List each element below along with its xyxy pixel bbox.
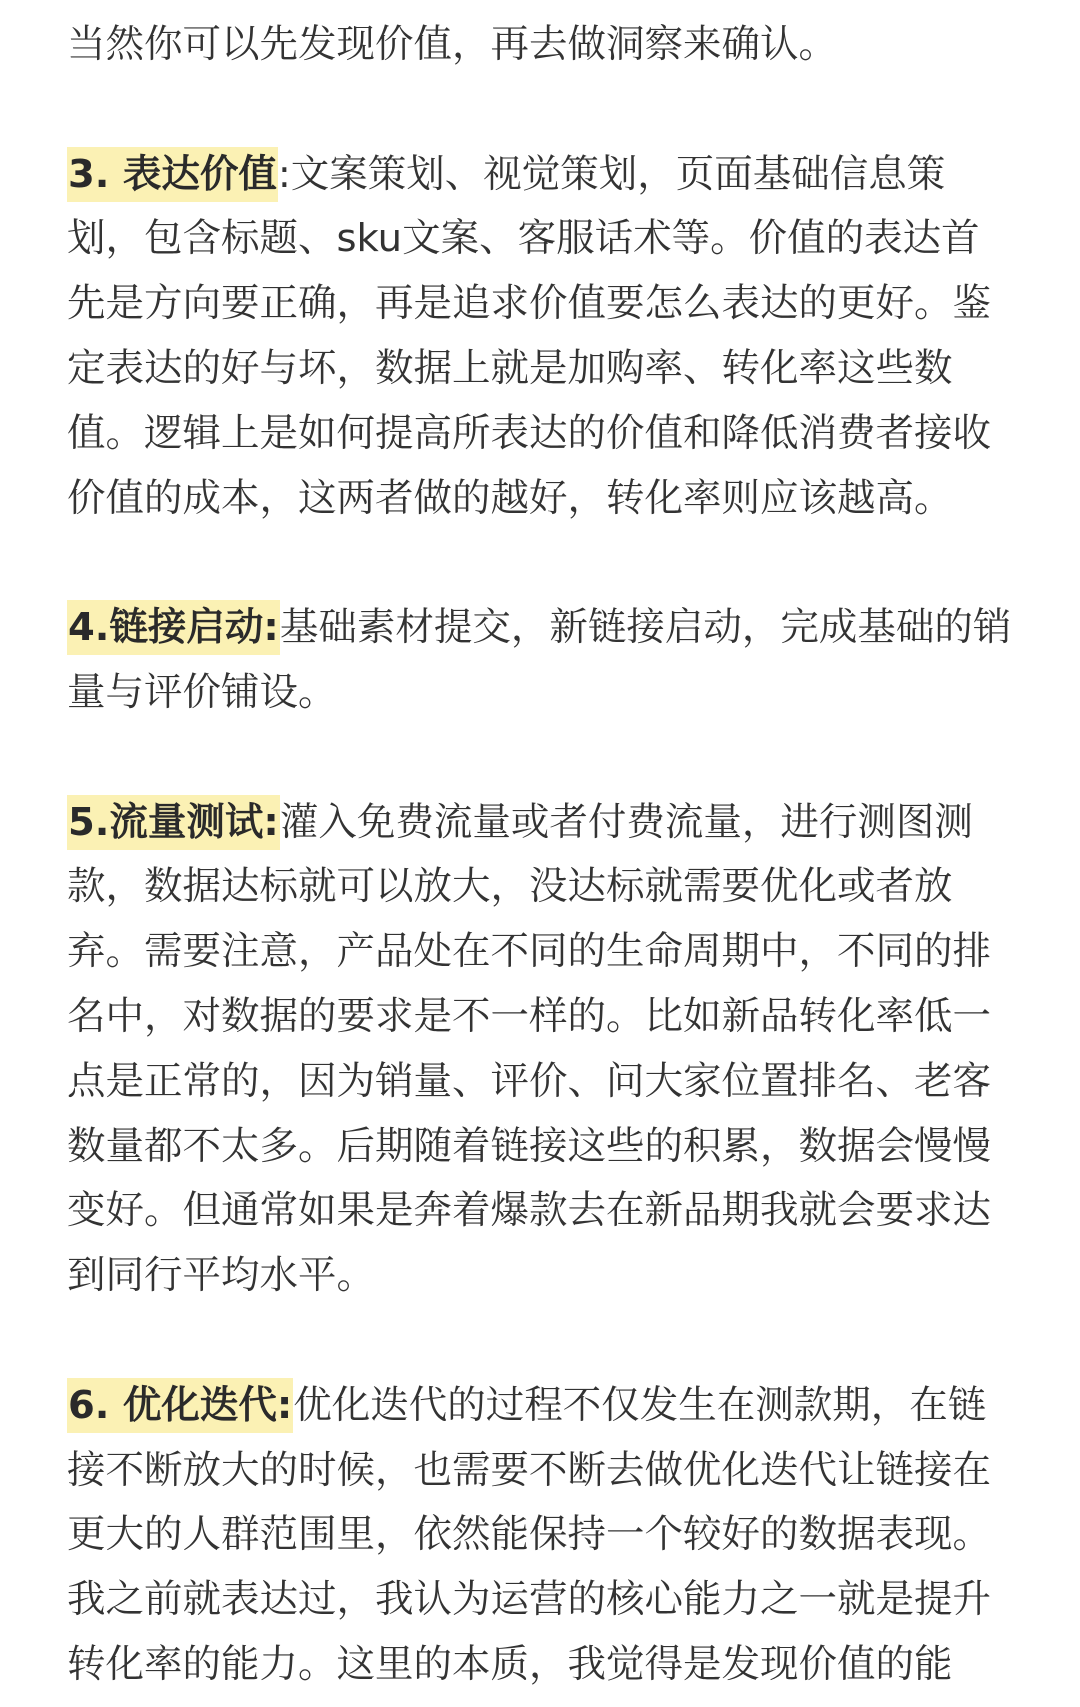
section-optimize-iterate [67, 1374, 1040, 1698]
section-heading-highlight: 6. 优化迭代: [67, 1378, 293, 1433]
text-line [67, 1374, 1040, 1439]
text-line: 弃。需要注意，产品处在不同的生命周期中，不同的排 [67, 929, 992, 975]
text-line: 数量都不太多。后期随着链接这些的积累，数据会慢慢 [67, 1123, 992, 1169]
text-line: 款，数据达标就可以放大，没达标就需要优化或者放 [67, 864, 953, 910]
text-line: 当然你可以先发现价值，再去做洞察来确认。 [67, 22, 838, 67]
section-first-line-text: 优化迭代的过程不仅发生在测款期，在链 [293, 1382, 987, 1428]
text-line: 值。逻辑上是如何提高所表达的价值和降低消费者接收 [67, 410, 992, 456]
section-first-line-text: 灌入免费流量或者付费流量，进行测图测 [279, 799, 973, 845]
text-line: 定表达的好与坏，数据上就是加购率、转化率这些数 [67, 345, 953, 391]
text-line: 名中，对数据的要求是不一样的。比如新品转化率低一 [67, 993, 992, 1039]
text-line: 我之前就表达过，我认为运营的核心能力之一就是提升 [67, 1577, 992, 1623]
text-line: 划，包含标题、sku文案、客服话术等。价值的表达首 [67, 216, 980, 262]
text-line: 转化率的能力。这里的本质，我觉得是发现价值的能 [67, 1641, 953, 1687]
text-line: 到同行平均水平。 [67, 1253, 376, 1299]
intro-paragraph [67, 13, 1040, 78]
section-express-value [67, 143, 1040, 532]
text-line: 更大的人群范围里，依然能保持一个较好的数据表现。 [67, 1512, 992, 1558]
text-line: 先是方向要正确，再是追求价值要怎么表达的更好。鉴 [67, 281, 992, 327]
text-line [67, 596, 1040, 661]
text-line [67, 143, 1040, 208]
section-link-launch [67, 596, 1040, 726]
section-heading-highlight: 4.链接启动: [67, 600, 280, 655]
section-heading-highlight: 3. 表达价值 [67, 147, 278, 202]
text-line: 接不断放大的时候，也需要不断去做优化迭代让链接在 [67, 1447, 992, 1493]
text-line [67, 791, 1040, 856]
section-heading-highlight: 5.流量测试: [67, 795, 280, 850]
text-line: 点是正常的，因为销量、评价、问大家位置排名、老客 [67, 1058, 992, 1104]
text-line: 价值的成本，这两者做的越好，转化率则应该越高。 [67, 475, 953, 521]
text-line: 量与评价铺设。 [67, 669, 337, 715]
section-first-line-text: :文案策划、视觉策划，页面基础信息策 [277, 151, 946, 197]
section-traffic-test [67, 791, 1040, 1309]
section-first-line-text: 基础素材提交，新链接启动，完成基础的销 [279, 605, 1012, 651]
text-line: 变好。但通常如果是奔着爆款去在新品期我就会要求达 [67, 1188, 992, 1234]
